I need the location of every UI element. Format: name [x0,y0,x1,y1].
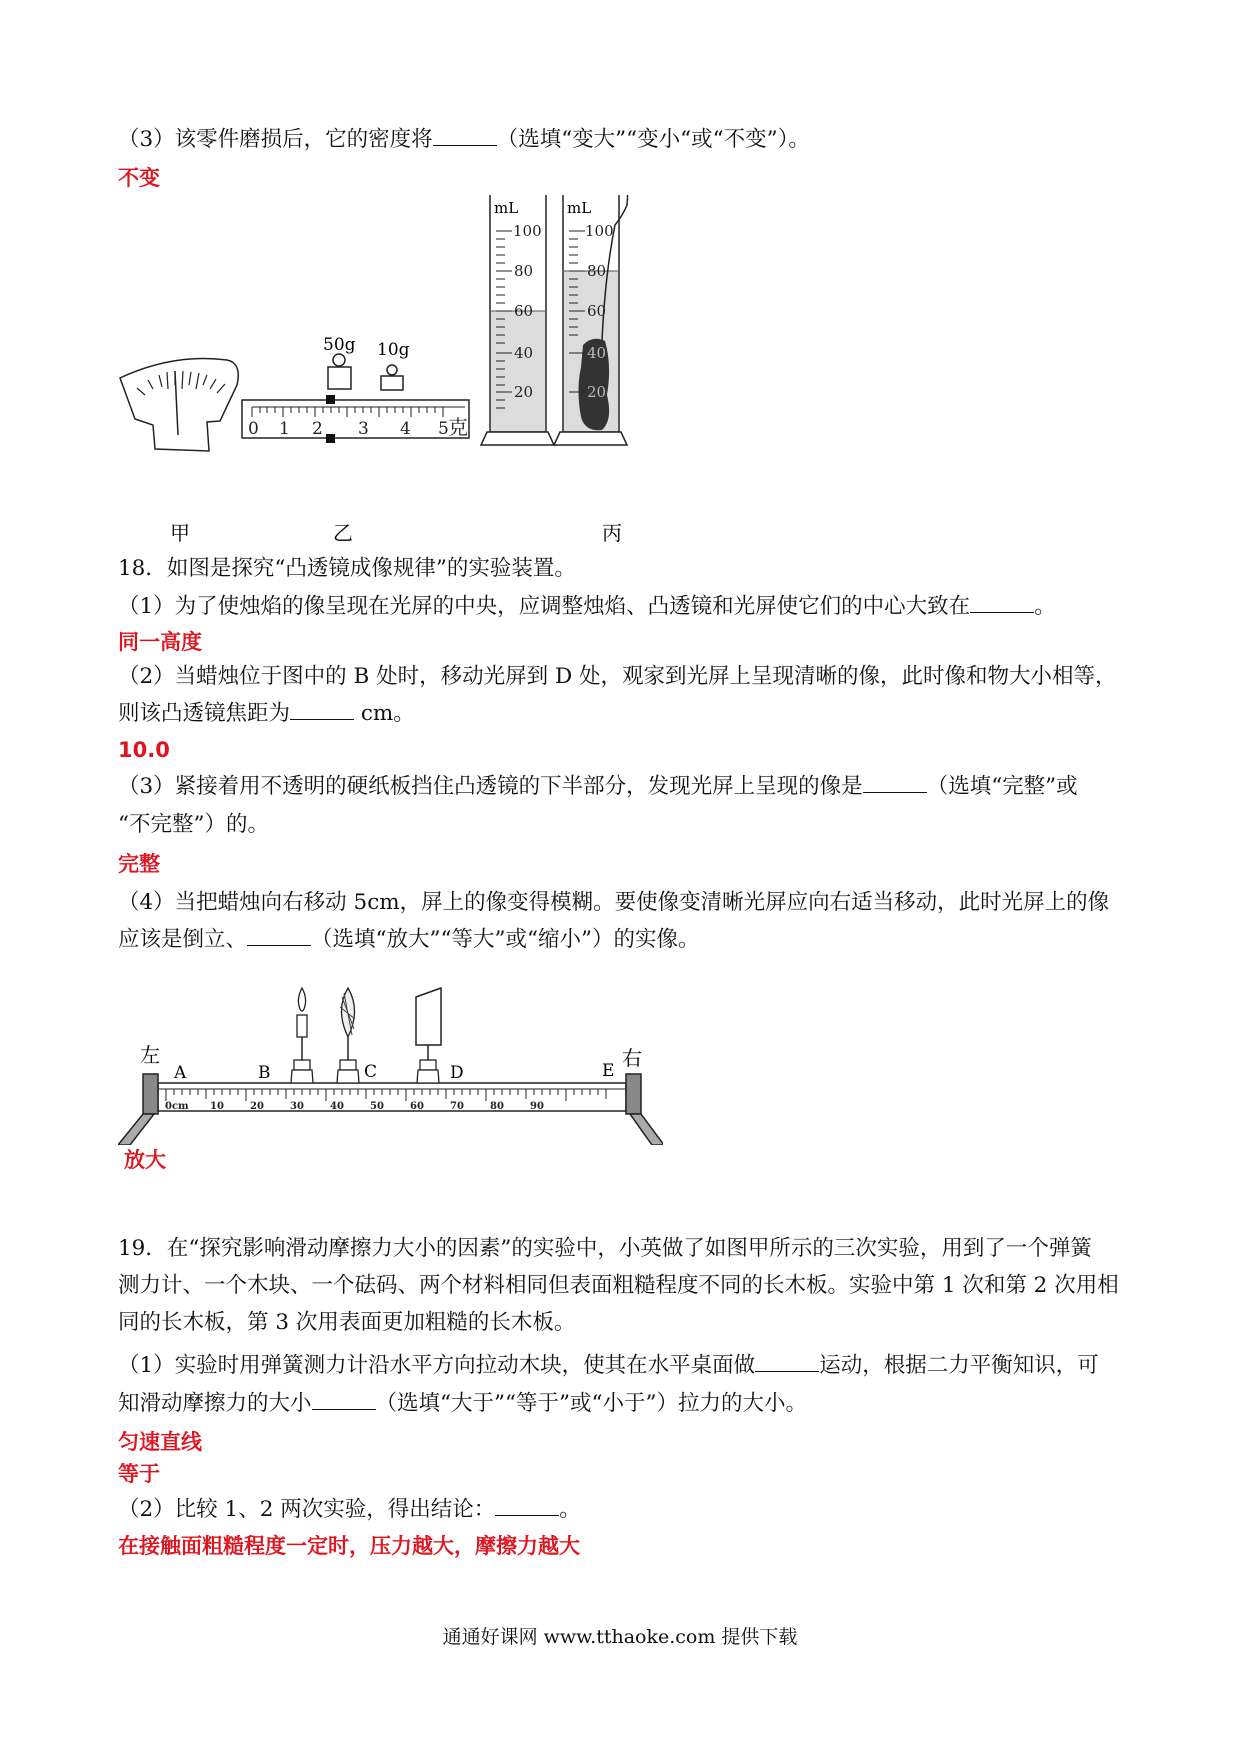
q19-answer-1b: 等于 [118,1462,160,1486]
bench-tick-90: 90 [530,1101,544,1112]
cyl-right-tick-40: 40 [587,344,607,362]
q18-answer-1: 同一高度 [118,630,202,654]
q18-part4-line1: （4）当把蜡烛向右移动 5cm，屏上的像变得模糊。要使像变清晰光屏应向右适当移动，此时光屏上的像 [118,890,1110,915]
cyl-left-tick-100: 100 [513,222,542,240]
q18-answer-3: 完整 [118,852,160,876]
cyl-right-tick-80: 80 [587,262,607,280]
bench-tick-20: 20 [250,1101,264,1112]
weight-50g-label: 50g [323,335,356,355]
figure-label-yi: 乙 [333,521,353,545]
bench-tick-0: 0cm [165,1101,189,1112]
optical-bench-figure [118,985,663,1145]
q19-part1-text: （1）实验时用弹簧测力计沿水平方向拉动木块，使其在水平桌面做 [118,1353,756,1378]
q19-part1-line2 [118,1389,807,1419]
point-b: B [258,1063,271,1083]
q18-part3-text: （3）紧接着用不透明的硬纸板挡住凸透镜的下半部分，发现光屏上呈现的像是 [118,774,863,799]
q18-part4-line2 [118,925,699,955]
cyl-left-tick-40: 40 [514,344,534,362]
q18-answer-4: 放大 [124,1148,166,1172]
cylinder-left [481,195,554,445]
q18-part1 [118,592,1056,622]
q19-part1-text2: 知滑动摩擦力的大小 [118,1391,312,1416]
q18-part4-options: （选填“放大”“等大”或“缩小”）的实像。 [311,927,700,952]
q18-part1-text: （1）为了使烛焰的像呈现在光屏的中央，应调整烛焰、凸透镜和光屏使它们的中心大致在 [118,594,971,619]
answer-blank [312,1389,376,1410]
left-stop [143,1074,158,1114]
q18-part3-line1 [118,772,1078,802]
q19-line3: 同的长木板，第 3 次用表面更加粗糙的长木板。 [118,1310,576,1335]
scale-tick-4: 4 [400,419,411,439]
bench-tick-70: 70 [450,1101,464,1112]
q18-part2-text: 则该凸透镜焦距为 [118,701,291,726]
q18-part1-end: 。 [1034,594,1056,619]
answer-blank [290,699,354,720]
right-leg [630,1114,663,1145]
light-screen [416,988,441,1083]
q18-answer-2: 10.0 [118,738,170,762]
q18-part2-unit: cm。 [354,701,415,726]
q18-part2-line1: （2）当蜡烛位于图中的 B 处时，移动光屏到 D 处，观家到光屏上呈现清晰的像，此时像和物大小相等， [118,664,1117,689]
scale-unit: 克 [448,415,468,439]
cylinder-right-unit: mL [567,199,592,217]
candle [291,988,313,1083]
q18-part3-options: （选填“完整”或 [926,774,1078,799]
figure-label-jia: 甲 [170,521,190,545]
q18-title: 18．如图是探究“凸透镜成像规律”的实验装置。 [118,556,576,581]
q19-part1-line1 [118,1351,1099,1381]
point-d: D [450,1063,464,1083]
point-e: E [602,1061,615,1081]
cylinder-right [554,195,628,545]
q18-part3-line2: “不完整”）的。 [118,812,269,837]
bench-tick-60: 60 [410,1101,424,1112]
q19-part2-text: （2）比较 1、2 两次实验，得出结论： [118,1497,496,1522]
left-leg [118,1114,154,1145]
balance-dial [120,358,238,545]
answer-blank [433,125,497,146]
q18-part4-text: 应该是倒立、 [118,927,248,952]
cyl-left-tick-60: 60 [514,302,534,320]
q17-answer-3: 不变 [118,166,160,190]
cylinder-left-unit: mL [494,199,519,217]
page-footer: 通通好课网 www.tthaoke.com 提供下载 [442,1626,798,1648]
q19-answer-2: 在接触面粗糙程度一定时，压力越大，摩擦力越大 [118,1534,580,1558]
q17-part3-options: （选填“变大”“变小“或“不变”）。 [496,127,810,152]
scale-tick-2: 2 [312,419,323,439]
q17-part3-text: （3）该零件磨损后，它的密度将 [118,127,433,152]
q17-part3 [118,125,810,155]
weight-10g-label: 10g [377,340,410,360]
right-stop [626,1074,641,1114]
cyl-right-tick-20: 20 [587,383,607,401]
convex-lens [337,988,359,1083]
label-left: 左 [140,1043,160,1067]
q19-part1-cont: 运动，根据二力平衡知识，可 [819,1353,1099,1378]
q19-line1: 19．在“探究影响滑动摩擦力大小的因素”的实验中，小英做了如图甲所示的三次实验，用到了一个弹簧 [118,1236,1092,1261]
cyl-right-tick-60: 60 [587,302,607,320]
bench-tick-80: 80 [490,1101,504,1112]
point-a: A [174,1063,187,1083]
bench-tick-50: 50 [370,1101,384,1112]
q18-part2-line2 [118,699,415,729]
answer-blank [247,925,311,946]
flame-icon [298,988,305,1011]
weight-50g [323,335,356,389]
bench-tick-10: 10 [210,1101,224,1112]
bench-rail [158,1083,626,1111]
point-c: C [364,1062,378,1082]
answer-blank [970,592,1034,613]
scale-tick-3: 3 [358,419,369,439]
cyl-right-tick-100: 100 [585,222,614,240]
bench-tick-30: 30 [290,1101,304,1112]
scale-tick-5: 5 [438,419,449,439]
q19-answer-1a: 匀速直线 [118,1430,202,1454]
rider-bottom [326,434,335,443]
cyl-left-tick-80: 80 [514,262,534,280]
rider-top [326,395,335,404]
q17-figure [115,195,715,550]
answer-blank [755,1351,819,1372]
rider-scale [242,335,469,545]
bench-tick-40: 40 [330,1101,344,1112]
cyl-left-tick-20: 20 [514,383,534,401]
figure-label-bing: 丙 [602,521,622,545]
weight-10g [377,340,410,390]
q19-part1-options: （选填“大于”“等于”或“小于”）拉力的大小。 [375,1391,807,1416]
q19-part2-end: 。 [559,1497,581,1522]
label-right: 右 [622,1046,642,1070]
scale-tick-0: 0 [248,419,259,439]
answer-blank [863,772,927,793]
q19-line2: 测力计、一个木块、一个砝码、两个材料相同但表面粗糙程度不同的长木板。实验中第 1 次和第 2 次用相 [118,1273,1119,1298]
scale-tick-1: 1 [279,419,290,439]
answer-blank [495,1495,559,1516]
q19-part2 [118,1495,581,1525]
